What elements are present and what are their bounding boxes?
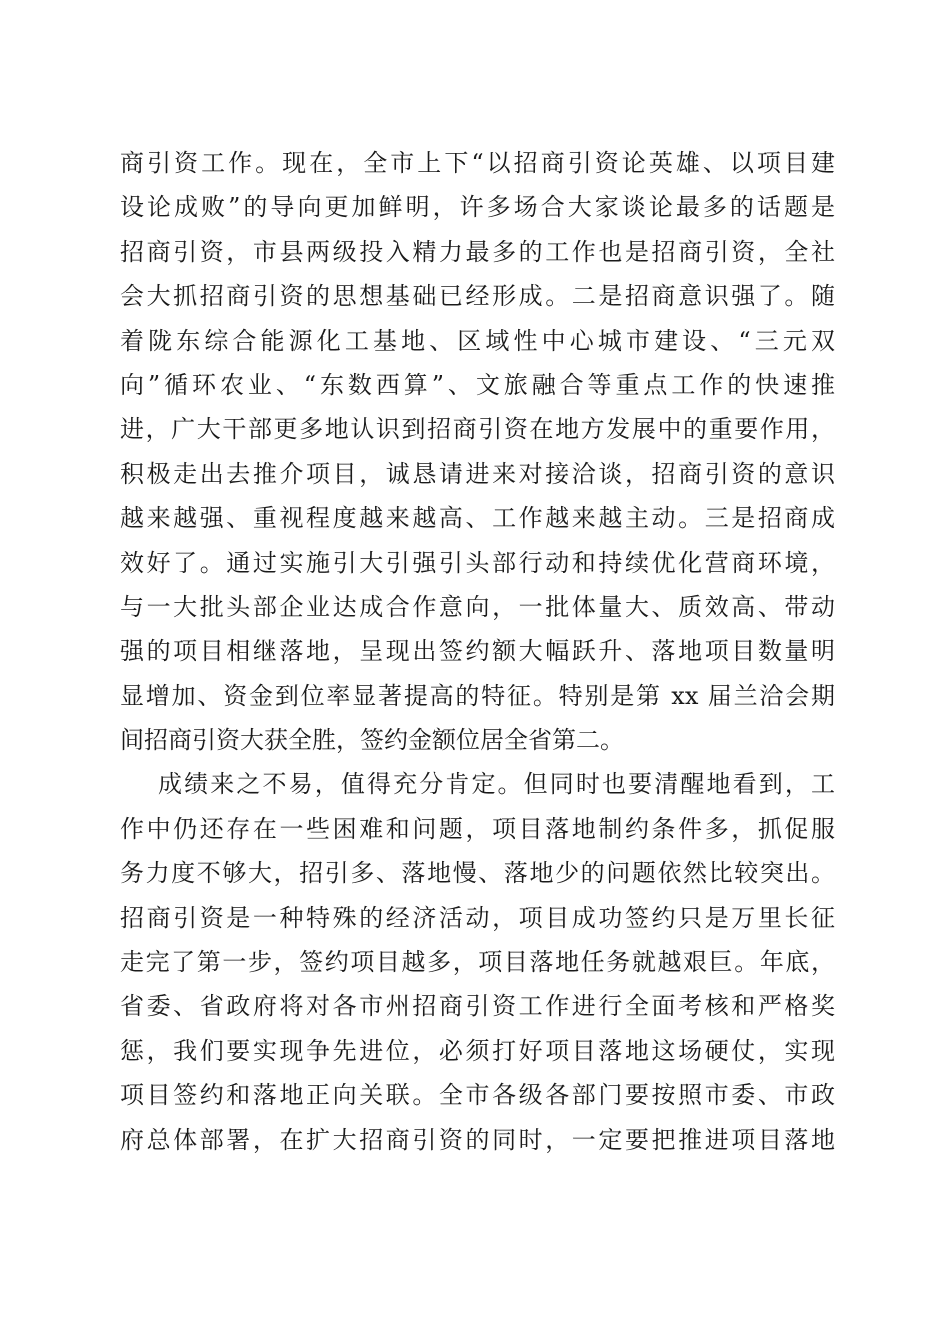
text-line: 显增加、资金到位率显著提高的特征。特别是第 xx 届兰洽会期 bbox=[120, 681, 835, 710]
text-line: 设论成败”的导向更加鲜明，许多场合大家谈论最多的话题是 bbox=[120, 193, 835, 222]
text-line: 积极走出去推介项目，诚恳请进来对接洽谈，招商引资的意识 bbox=[120, 459, 835, 488]
text-line: 惩，我们要实现争先进位，必须打好项目落地这场硬仗，实现 bbox=[120, 1036, 835, 1065]
text-line: 会大抓招商引资的思想基础已经形成。二是招商意识强了。随 bbox=[120, 282, 835, 311]
text-line: 招商引资是一种特殊的经济活动，项目成功签约只是万里长征 bbox=[120, 903, 835, 932]
text-line: 务力度不够大，招引多、落地慢、落地少的问题依然比较突出。 bbox=[120, 859, 835, 888]
text-line: 走完了第一步，签约项目越多，项目落地任务就越艰巨。年底， bbox=[120, 948, 835, 977]
text-line: 项目签约和落地正向关联。全市各级各部门要按照市委、市政 bbox=[120, 1081, 835, 1110]
text-line: 招商引资，市县两级投入精力最多的工作也是招商引资，全社 bbox=[120, 237, 835, 266]
text-line: 府总体部署，在扩大招商引资的同时，一定要把推进项目落地 bbox=[120, 1125, 835, 1154]
text-line: 着陇东综合能源化工基地、区域性中心城市建设、“三元双 bbox=[120, 326, 835, 355]
text-line: 与一大批头部企业达成合作意向，一批体量大、质效高、带动 bbox=[120, 592, 835, 621]
text-line: 作中仍还存在一些困难和问题，项目落地制约条件多，抓促服 bbox=[120, 814, 835, 843]
paragraph-end-line: 间招商引资大获全胜，签约金额位居全省第二。 bbox=[120, 726, 624, 755]
text-line: 进，广大干部更多地认识到招商引资在地方发展中的重要作用， bbox=[120, 415, 835, 444]
text-line: 省委、省政府将对各市州招商引资工作进行全面考核和严格奖 bbox=[120, 992, 835, 1021]
body-text bbox=[120, 141, 835, 1162]
text-line: 强的项目相继落地，呈现出签约额大幅跃升、落地项目数量明 bbox=[120, 637, 835, 666]
text-line: 效好了。通过实施引大引强引头部行动和持续优化营商环境， bbox=[120, 548, 835, 577]
text-line: 商引资工作。现在，全市上下“以招商引资论英雄、以项目建 bbox=[120, 149, 835, 177]
text-line: 越来越强、重视程度越来越高、工作越来越主动。三是招商成 bbox=[120, 504, 835, 533]
paragraph-start-line: 成绩来之不易，值得充分肯定。但同时也要清醒地看到，工 bbox=[158, 770, 835, 799]
text-line: 向”循环农业、“东数西算”、文旅融合等重点工作的快速推 bbox=[120, 370, 835, 399]
